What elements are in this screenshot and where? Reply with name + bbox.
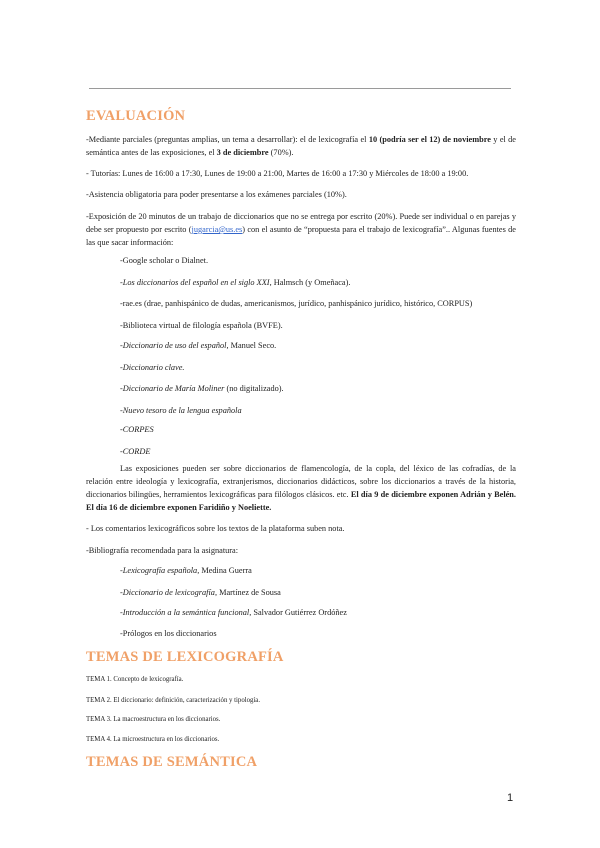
text-run: -Prólogos en los diccionarios (120, 629, 217, 638)
title-italic: Nuevo tesoro de la lengua española (122, 406, 242, 415)
paragraph-asistencia: -Asistencia obligatoria para poder presentarse a los exámenes parciales (10%). (86, 190, 347, 199)
date-emphasis: 10 (podría ser el 12) de noviembre (368, 135, 491, 144)
text-run: - (120, 341, 123, 350)
title-italic: Diccionario de lexicografía (122, 588, 215, 597)
title-italic: Los diccionarios del español en el siglo XXI (122, 278, 270, 287)
tema-item: TEMA 2. El diccionario: definición, caracterización y tipología. (86, 697, 261, 704)
source-item (120, 298, 472, 310)
paragraph-comentarios: - Los comentarios lexicográficos sobre los textos de la plataforma suben nota. (86, 524, 345, 533)
source-item (120, 340, 276, 352)
text-run: , Martínez de Sousa (214, 588, 281, 597)
source-item (120, 424, 154, 436)
paragraph-parciales (86, 133, 516, 159)
source-item (120, 320, 283, 332)
text-run: - (120, 406, 123, 415)
bibliography-item (120, 628, 217, 640)
text-run: , Halmsch (y Omeñaca). (269, 278, 351, 287)
title-italic: Diccionario de María Moliner (122, 384, 225, 393)
tema-item: TEMA 4. La microestructura en los diccionarios. (86, 736, 220, 743)
text-run: -Exposición de 20 minutos de un trabajo de diccionarios que no se entrega por escrito (20%). Puede ser individual o en parejas y debe ser propuesto por escrito ( (86, 212, 516, 234)
title-italic: CORPES (122, 425, 154, 434)
paragraph-exposicion (86, 210, 516, 249)
title-italic: Introducción a la semántica funcional (122, 608, 250, 617)
text-run: - (120, 566, 123, 575)
source-item (120, 383, 284, 395)
text-run: - (120, 447, 123, 456)
source-item (120, 255, 208, 267)
text-run: - (120, 425, 123, 434)
title-italic: Diccionario clave. (122, 363, 185, 372)
text-run: (no digitalizado). (224, 384, 284, 393)
text-run: - (120, 588, 123, 597)
source-item (120, 277, 350, 289)
text-run: - (120, 278, 123, 287)
title-italic: Lexicografía española (122, 566, 198, 575)
source-item (120, 362, 185, 374)
email-link[interactable]: jugarcia@us.es (191, 225, 243, 234)
text-run: -Mediante parciales (preguntas amplias, un tema a desarrollar): el de lexicografía el (86, 135, 369, 144)
evaluacion-heading: EVALUACIÓN (86, 108, 186, 124)
semantica-heading: TEMAS DE SEMÁNTICA (86, 754, 258, 770)
lexicografia-heading: TEMAS DE LEXICOGRAFÍA (86, 649, 284, 665)
tema-item: TEMA 1. Concepto de lexicografía. (86, 676, 184, 683)
bibliography-item (120, 587, 281, 599)
text-run: , Salvador Gutiérrez Ordóñez (249, 608, 347, 617)
source-item (120, 446, 150, 458)
bibliography-item (120, 565, 252, 577)
paragraph-exposiciones (86, 462, 516, 514)
schedule-emphasis: El día 9 de diciembre exponen Adrián y Belén. El día 16 de diciembre exponen Faridiño y Noeliette. (86, 490, 516, 512)
paragraph-tutorias: - Tutorías: Lunes de 16:00 a 17:30, Lunes de 19:00 a 21:00, Martes de 16:00 a 17:30 y Miércoles de 18:00 a 19:00. (86, 169, 469, 178)
title-italic: CORDE (122, 447, 151, 456)
page-number: 1 (507, 792, 514, 804)
text-run: - (120, 608, 123, 617)
paragraph-bibliografia: -Bibliografía recomendada para la asignatura: (86, 546, 239, 555)
text-run: (70%). (268, 148, 294, 157)
header-rule (89, 88, 511, 89)
title-italic: Diccionario de uso del español (122, 341, 227, 350)
date-emphasis: 3 de diciembre (216, 148, 269, 157)
text-run: -Google scholar o Dialnet. (120, 256, 209, 265)
bibliography-item (120, 607, 347, 619)
source-item (120, 405, 242, 417)
text-run: - (120, 384, 123, 393)
text-run: - (120, 363, 123, 372)
text-run: -Biblioteca virtual de filología española (BVFE). (120, 321, 283, 330)
text-run: ) con el asunto de “propuesta para el trabajo de lexicografía”.. Algunas fuentes de las que sacar información: (86, 225, 516, 247)
text-run: Las exposiciones pueden ser sobre diccionarios de flamencología, de la copla, del léxico de las cofradías, de la relación entre ideología y lexicografía, extranjerismos, diccionarios didácticos, sobre los diccionarios a través de la historia, diccionarios bilingües, herramientos lexicográficas para filólogos clásicos. etc. (86, 464, 516, 499)
text-run: , Medina Guerra (197, 566, 252, 575)
text-run: y el de semántica antes de las exposiciones, el (86, 135, 516, 157)
text-run: -rae.es (drae, panhispánico de dudas, americanismos, jurídico, panhispánico jurídico, histórico, CORPUS) (120, 299, 473, 308)
text-run: , Manuel Seco. (226, 341, 277, 350)
tema-item: TEMA 3. La macroestructura en los diccionarios. (86, 716, 221, 723)
